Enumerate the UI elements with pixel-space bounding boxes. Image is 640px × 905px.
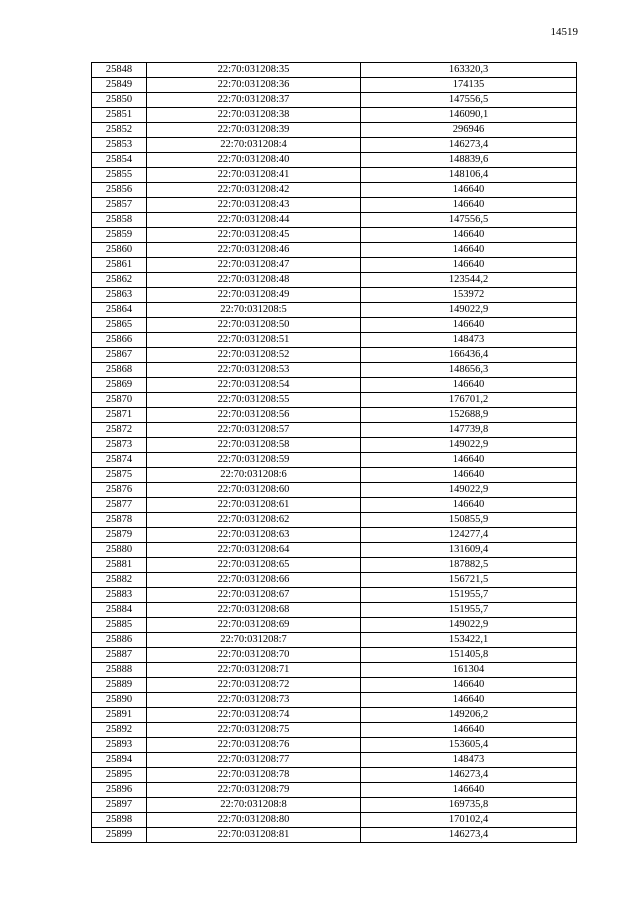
cadastral-number-cell: 22:70:031208:58 [147,438,361,453]
value-cell: 148106,4 [361,168,577,183]
row-number-cell: 25850 [92,93,147,108]
row-number-cell: 25860 [92,243,147,258]
value-cell: 149022,9 [361,438,577,453]
table-row [92,123,577,138]
cadastral-number-cell: 22:70:031208:61 [147,498,361,513]
table-row [92,498,577,513]
cadastral-number-cell: 22:70:031208:63 [147,528,361,543]
row-number-cell: 25889 [92,678,147,693]
value-cell: 146640 [361,228,577,243]
value-cell: 149206,2 [361,708,577,723]
value-cell: 150855,9 [361,513,577,528]
table-row [92,273,577,288]
table-row [92,813,577,828]
value-cell: 147556,5 [361,213,577,228]
table-row [92,228,577,243]
row-number-cell: 25857 [92,198,147,213]
cadastral-number-cell: 22:70:031208:56 [147,408,361,423]
cadastral-number-cell: 22:70:031208:80 [147,813,361,828]
table-row [92,798,577,813]
row-number-cell: 25849 [92,78,147,93]
value-cell: 124277,4 [361,528,577,543]
table-row [92,258,577,273]
cadastral-number-cell: 22:70:031208:64 [147,543,361,558]
value-cell: 146640 [361,258,577,273]
value-cell: 131609,4 [361,543,577,558]
cadastral-number-cell: 22:70:031208:37 [147,93,361,108]
cadastral-number-cell: 22:70:031208:71 [147,663,361,678]
table-row [92,333,577,348]
row-number-cell: 25859 [92,228,147,243]
row-number-cell: 25875 [92,468,147,483]
table-row [92,483,577,498]
row-number-cell: 25856 [92,183,147,198]
row-number-cell: 25871 [92,408,147,423]
table-body [92,63,577,843]
value-cell: 149022,9 [361,303,577,318]
value-cell: 151405,8 [361,648,577,663]
table-row [92,648,577,663]
value-cell: 148473 [361,333,577,348]
row-number-cell: 25866 [92,333,147,348]
table-row [92,453,577,468]
value-cell: 147739,8 [361,423,577,438]
value-cell: 161304 [361,663,577,678]
table-row [92,723,577,738]
table-row [92,738,577,753]
cadastral-number-cell: 22:70:031208:73 [147,693,361,708]
value-cell: 296946 [361,123,577,138]
table-row [92,438,577,453]
cadastral-number-cell: 22:70:031208:47 [147,258,361,273]
table-row [92,588,577,603]
cadastral-number-cell: 22:70:031208:42 [147,183,361,198]
row-number-cell: 25858 [92,213,147,228]
row-number-cell: 25894 [92,753,147,768]
row-number-cell: 25892 [92,723,147,738]
cadastral-number-cell: 22:70:031208:54 [147,378,361,393]
data-table [91,62,577,843]
cadastral-number-cell: 22:70:031208:8 [147,798,361,813]
value-cell: 163320,3 [361,63,577,78]
table-row [92,108,577,123]
row-number-cell: 25890 [92,693,147,708]
row-number-cell: 25867 [92,348,147,363]
row-number-cell: 25872 [92,423,147,438]
cadastral-number-cell: 22:70:031208:41 [147,168,361,183]
table-row [92,78,577,93]
table-row [92,528,577,543]
cadastral-number-cell: 22:70:031208:59 [147,453,361,468]
cadastral-number-cell: 22:70:031208:69 [147,618,361,633]
cadastral-number-cell: 22:70:031208:38 [147,108,361,123]
value-cell: 146090,1 [361,108,577,123]
value-cell: 146640 [361,198,577,213]
table-row [92,543,577,558]
table-row [92,663,577,678]
table-row [92,768,577,783]
table-row [92,393,577,408]
table-row [92,783,577,798]
table-row [92,318,577,333]
row-number-cell: 25854 [92,153,147,168]
table-row [92,213,577,228]
cadastral-number-cell: 22:70:031208:65 [147,558,361,573]
cadastral-number-cell: 22:70:031208:6 [147,468,361,483]
table-row [92,633,577,648]
row-number-cell: 25855 [92,168,147,183]
row-number-cell: 25895 [92,768,147,783]
table-row [92,513,577,528]
row-number-cell: 25898 [92,813,147,828]
row-number-cell: 25881 [92,558,147,573]
value-cell: 146640 [361,783,577,798]
value-cell: 123544,2 [361,273,577,288]
cadastral-number-cell: 22:70:031208:35 [147,63,361,78]
row-number-cell: 25887 [92,648,147,663]
table-row [92,153,577,168]
value-cell: 146273,4 [361,138,577,153]
row-number-cell: 25897 [92,798,147,813]
value-cell: 148839,6 [361,153,577,168]
cadastral-number-cell: 22:70:031208:49 [147,288,361,303]
cadastral-number-cell: 22:70:031208:74 [147,708,361,723]
row-number-cell: 25893 [92,738,147,753]
cadastral-number-cell: 22:70:031208:45 [147,228,361,243]
value-cell: 169735,8 [361,798,577,813]
table-row [92,303,577,318]
row-number-cell: 25869 [92,378,147,393]
cadastral-number-cell: 22:70:031208:79 [147,783,361,798]
cadastral-number-cell: 22:70:031208:43 [147,198,361,213]
row-number-cell: 25888 [92,663,147,678]
table-row [92,828,577,843]
row-number-cell: 25852 [92,123,147,138]
page-number: 14519 [550,26,578,38]
table-row [92,243,577,258]
value-cell: 151955,7 [361,603,577,618]
cadastral-number-cell: 22:70:031208:5 [147,303,361,318]
value-cell: 170102,4 [361,813,577,828]
table-row [92,558,577,573]
value-cell: 149022,9 [361,618,577,633]
cadastral-number-cell: 22:70:031208:57 [147,423,361,438]
cadastral-number-cell: 22:70:031208:67 [147,588,361,603]
value-cell: 151955,7 [361,588,577,603]
row-number-cell: 25862 [92,273,147,288]
value-cell: 146640 [361,318,577,333]
value-cell: 146640 [361,498,577,513]
row-number-cell: 25863 [92,288,147,303]
cadastral-number-cell: 22:70:031208:68 [147,603,361,618]
cadastral-number-cell: 22:70:031208:51 [147,333,361,348]
row-number-cell: 25865 [92,318,147,333]
row-number-cell: 25891 [92,708,147,723]
value-cell: 152688,9 [361,408,577,423]
cadastral-number-cell: 22:70:031208:77 [147,753,361,768]
value-cell: 174135 [361,78,577,93]
value-cell: 146273,4 [361,828,577,843]
value-cell: 153972 [361,288,577,303]
value-cell: 153605,4 [361,738,577,753]
row-number-cell: 25882 [92,573,147,588]
table-row [92,468,577,483]
row-number-cell: 25868 [92,363,147,378]
cadastral-number-cell: 22:70:031208:62 [147,513,361,528]
value-cell: 146640 [361,183,577,198]
value-cell: 148473 [361,753,577,768]
value-cell: 146640 [361,468,577,483]
value-cell: 146640 [361,243,577,258]
cadastral-number-cell: 22:70:031208:78 [147,768,361,783]
cadastral-number-cell: 22:70:031208:39 [147,123,361,138]
cadastral-number-cell: 22:70:031208:53 [147,363,361,378]
value-cell: 146640 [361,378,577,393]
row-number-cell: 25877 [92,498,147,513]
table-row [92,63,577,78]
row-number-cell: 25873 [92,438,147,453]
table-row [92,423,577,438]
cadastral-number-cell: 22:70:031208:70 [147,648,361,663]
value-cell: 146273,4 [361,768,577,783]
cadastral-number-cell: 22:70:031208:66 [147,573,361,588]
cadastral-number-cell: 22:70:031208:40 [147,153,361,168]
row-number-cell: 25885 [92,618,147,633]
cadastral-number-cell: 22:70:031208:72 [147,678,361,693]
table-row [92,618,577,633]
row-number-cell: 25874 [92,453,147,468]
cadastral-number-cell: 22:70:031208:50 [147,318,361,333]
value-cell: 176701,2 [361,393,577,408]
row-number-cell: 25880 [92,543,147,558]
table-row [92,363,577,378]
table-row [92,573,577,588]
table-row [92,93,577,108]
row-number-cell: 25851 [92,108,147,123]
table-row [92,183,577,198]
row-number-cell: 25879 [92,528,147,543]
table-row [92,678,577,693]
cadastral-number-cell: 22:70:031208:75 [147,723,361,738]
row-number-cell: 25861 [92,258,147,273]
table-row [92,378,577,393]
row-number-cell: 25848 [92,63,147,78]
table-row [92,198,577,213]
table-row [92,168,577,183]
row-number-cell: 25884 [92,603,147,618]
row-number-cell: 25886 [92,633,147,648]
cadastral-number-cell: 22:70:031208:60 [147,483,361,498]
cadastral-number-cell: 22:70:031208:52 [147,348,361,363]
cadastral-number-cell: 22:70:031208:48 [147,273,361,288]
value-cell: 146640 [361,693,577,708]
table-row [92,708,577,723]
cadastral-number-cell: 22:70:031208:44 [147,213,361,228]
row-number-cell: 25864 [92,303,147,318]
row-number-cell: 25899 [92,828,147,843]
value-cell: 148656,3 [361,363,577,378]
table-row [92,348,577,363]
cadastral-number-cell: 22:70:031208:36 [147,78,361,93]
table-row [92,408,577,423]
row-number-cell: 25853 [92,138,147,153]
cadastral-number-cell: 22:70:031208:46 [147,243,361,258]
value-cell: 153422,1 [361,633,577,648]
value-cell: 149022,9 [361,483,577,498]
table-row [92,288,577,303]
row-number-cell: 25870 [92,393,147,408]
cadastral-number-cell: 22:70:031208:7 [147,633,361,648]
table-row [92,693,577,708]
table-row [92,753,577,768]
row-number-cell: 25896 [92,783,147,798]
row-number-cell: 25876 [92,483,147,498]
value-cell: 146640 [361,723,577,738]
cadastral-number-cell: 22:70:031208:55 [147,393,361,408]
value-cell: 166436,4 [361,348,577,363]
value-cell: 147556,5 [361,93,577,108]
cadastral-number-cell: 22:70:031208:76 [147,738,361,753]
row-number-cell: 25878 [92,513,147,528]
value-cell: 156721,5 [361,573,577,588]
cadastral-number-cell: 22:70:031208:4 [147,138,361,153]
value-cell: 146640 [361,453,577,468]
table-row [92,138,577,153]
row-number-cell: 25883 [92,588,147,603]
value-cell: 146640 [361,678,577,693]
value-cell: 187882,5 [361,558,577,573]
cadastral-number-cell: 22:70:031208:81 [147,828,361,843]
table-row [92,603,577,618]
